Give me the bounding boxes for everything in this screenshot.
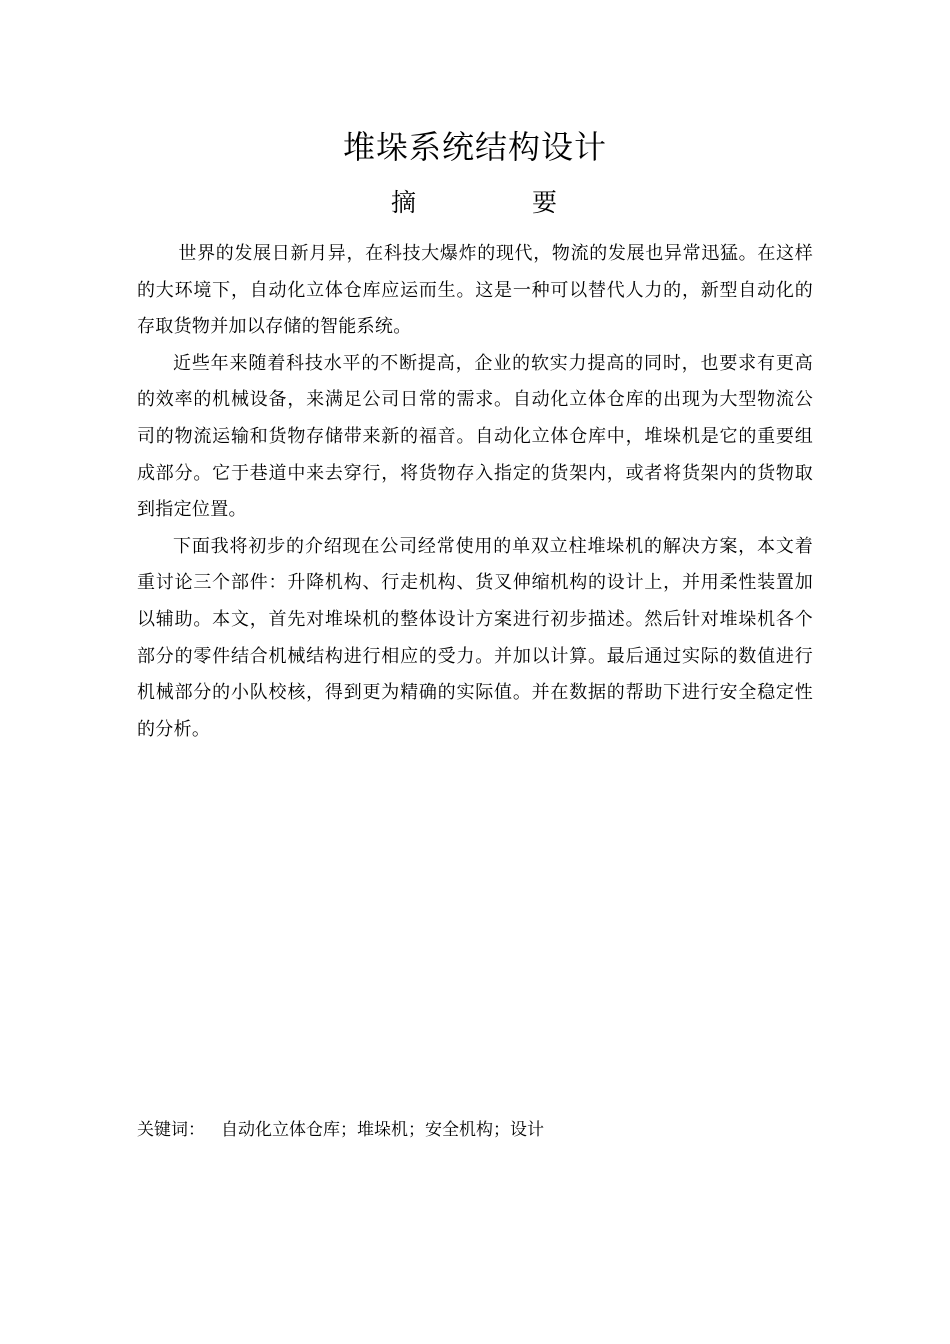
keywords-label: 关键词： — [137, 1120, 205, 1140]
abstract-body — [137, 236, 813, 748]
abstract-paragraph-2: 近些年来随着科技水平的不断提高，企业的软实力提高的同时，也要求有更高的效率的机械设备，来满足公司日常的需求。自动化立体仓库的出现为大型物流公司的物流运输和货物存储带来新的福音。自动化立体仓库中，堆垛机是它的重要组成部分。它于巷道中来去穿行，将货物存入指定的货架内，或者将货架内的货物取到指定位置。 — [137, 352, 813, 521]
abstract-paragraph-1: 世界的发展日新月异，在科技大爆炸的现代，物流的发展也异常迅猛。在这样的大环境下，自动化立体仓库应运而生。这是一种可以替代人力的，新型自动化的存取货物并加以存储的智能系统。 — [137, 243, 813, 338]
keywords-value: 自动化立体仓库；堆垛机；安全机构；设计 — [221, 1120, 544, 1140]
abstract-heading-left: 摘 — [390, 188, 418, 217]
abstract-paragraph-3: 下面我将初步的介绍现在公司经常使用的单双立柱堆垛机的解决方案，本文着重讨论三个部件：升降机构、行走机构、货叉伸缩机构的设计上，并用柔性装置加以辅助。本文，首先对堆垛机的整体设计方案进行初步描述。然后针对堆垛机各个部分的零件结合机械结构进行相应的受力。并加以计算。最后通过实际的数值进行机械部分的小队校核，得到更为精确的实际值。并在数据的帮助下进行安全稳定性的分析。 — [137, 535, 813, 740]
keywords-line — [137, 1116, 544, 1144]
abstract-heading — [0, 184, 950, 222]
page-title: 堆垛系统结构设计 — [342, 128, 607, 166]
abstract-heading-right: 要 — [532, 188, 560, 217]
